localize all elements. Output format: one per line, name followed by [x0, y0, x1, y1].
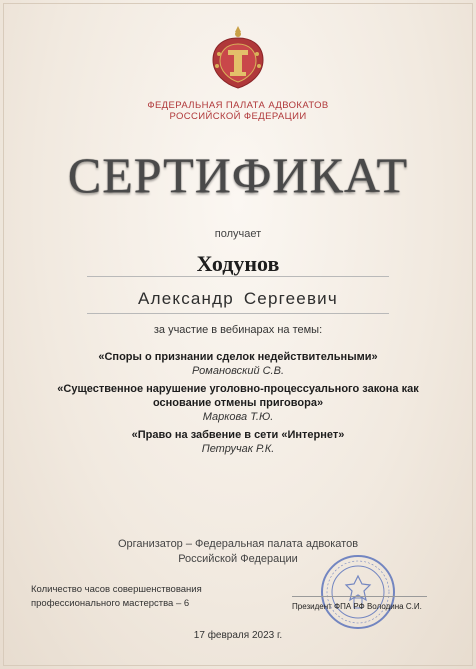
given-names-underline	[87, 313, 389, 314]
organizer-line1: Организатор – Федеральная палата адвокатов	[117, 538, 359, 550]
topic-author: Петручак Р.К.	[201, 443, 275, 455]
organizer-line2: Российской Федерации	[178, 553, 298, 565]
official-seal-stamp-icon	[320, 554, 396, 630]
name-underline	[87, 276, 389, 277]
certificate-title: СЕРТИФИКАТ	[67, 147, 409, 203]
signature-line	[292, 596, 427, 597]
topic-author: Романовский С.В.	[191, 365, 285, 377]
recipient-surname: Ходунов	[196, 251, 280, 276]
issue-date: 17 февраля 2023 г.	[193, 630, 283, 641]
topic-author: Маркова Т.Ю.	[202, 411, 274, 423]
topic-title: «Споры о признании сделок недействительными»	[98, 351, 378, 363]
organization-name-line1: ФЕДЕРАЛЬНАЯ ПАЛАТА АДВОКАТОВ	[147, 100, 329, 111]
hours-line1: Количество часов совершенствования	[31, 584, 202, 595]
president-signature-caption: Президент ФПА РФ Володина С.И.	[292, 602, 422, 611]
topic-title: «Существенное нарушение уголовно-процессуального закона как основание отмены приговора»	[57, 383, 419, 409]
receives-label: получает	[214, 228, 262, 240]
topic-title: «Право на забвение в сети «Интернет»	[131, 429, 345, 441]
webinar-topics	[20, 350, 456, 460]
webinars-intro: за участие в вебинарах на темы:	[153, 324, 323, 336]
organization-name-line2: РОССИЙСКОЙ ФЕДЕРАЦИИ	[169, 111, 307, 122]
recipient-given-names: Александр Сергеевич	[138, 289, 338, 308]
training-hours	[31, 583, 261, 611]
hours-line2: профессионального мастерства – 6	[31, 598, 190, 609]
bar-association-emblem-icon	[207, 24, 269, 90]
